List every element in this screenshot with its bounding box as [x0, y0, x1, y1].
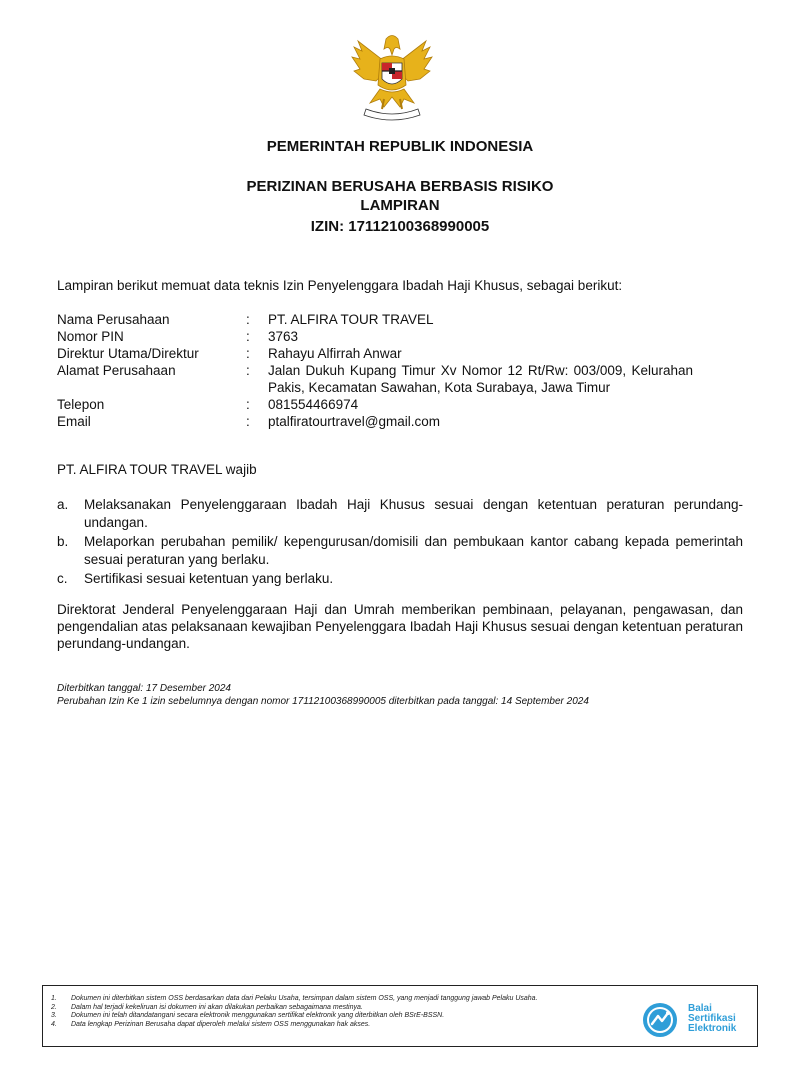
info-separator: : [246, 363, 250, 378]
info-value: Rahayu Alfirrah Anwar [268, 346, 402, 361]
info-value: ptalfiratourtravel@gmail.com [268, 414, 441, 429]
closing-paragraph: Direktorat Jenderal Penyelenggaraan Haji dan Umrah memberikan pembinaan, pelayanan, pengawasan, dan pengendalian atas pelaksanaan kewajiban Penyelenggara Ibadah Haji Khusus sesuai dengan ketentuan peraturan perundang-undangan. [57, 602, 744, 651]
obligation-intro: PT. ALFIRA TOUR TRAVEL wajib [57, 462, 257, 477]
document-title: PERIZINAN BERUSAHA BERBASIS RISIKO [246, 178, 554, 195]
obligation-text: Sertifikasi sesuai ketentuan yang berlaku. [84, 571, 334, 586]
info-value: Jalan Dukuh Kupang Timur Xv Nomor 12 Rt/Rw: 003/009, Kelurahan Pakis, Kecamatan Sawahan, Kota Surabaya, Jawa Timur [268, 363, 693, 395]
footer-disclaimer [42, 985, 758, 1047]
info-label: Email [57, 414, 91, 429]
info-row-address [57, 362, 697, 396]
footer-note-number: 1. [51, 995, 57, 1002]
intro-text: Lampiran berikut memuat data teknis Izin Penyelenggara Ibadah Haji Khusus, sebagai berikut: [57, 278, 623, 293]
info-label: Telepon [57, 397, 105, 412]
info-row-email [57, 413, 697, 430]
info-separator: : [246, 329, 250, 344]
info-value: 3763 [268, 329, 299, 344]
bsre-line: Balai [688, 1003, 712, 1014]
info-label: Alamat Perusahaan [57, 363, 176, 378]
obligation-letter: b. [57, 534, 69, 549]
info-value: PT. ALFIRA TOUR TRAVEL [268, 312, 434, 327]
change-note: Perubahan Izin Ke 1 izin sebelumnya dengan nomor 17112100368990005 diterbitkan pada tanggal: 14 September 2024 [57, 696, 589, 707]
company-info [57, 311, 697, 430]
bsre-wordmark [688, 1004, 736, 1034]
obligation-text: Melaksanakan Penyelenggaraan Ibadah Haji Khusus sesuai dengan ketentuan peraturan perundang-undangan. [84, 497, 743, 530]
garuda-pancasila-emblem-icon [350, 33, 434, 123]
info-separator: : [246, 397, 250, 412]
footer-note [51, 1012, 626, 1021]
info-label: Direktur Utama/Direktur [57, 346, 199, 361]
bsre-line: Sertifikasi [688, 1013, 736, 1024]
info-row-phone [57, 396, 697, 413]
document-subtitle: LAMPIRAN [360, 197, 440, 214]
footer-note [51, 1021, 626, 1030]
footer-note-text: Data lengkap Perizinan Berusaha dapat diperoleh melalui sistem OSS menggunakan hak akses. [71, 1020, 371, 1028]
info-row-company-name [57, 311, 697, 328]
info-row-pin [57, 328, 697, 345]
footer-note-text: Dalam hal terjadi kekeliruan isi dokumen ini akan dilakukan perbaikan sebagaimana mestinya. [71, 1003, 363, 1011]
bsre-logo-icon [641, 1001, 679, 1039]
footer-note [51, 1004, 626, 1013]
footer-note-text: Dokumen ini telah ditandatangani secara elektronik menggunakan sertifikat elektronik yang diterbitkan oleh BSrE-BSSN. [71, 1012, 445, 1020]
government-heading: PEMERINTAH REPUBLIK INDONESIA [266, 138, 534, 155]
info-value: 081554466974 [268, 397, 359, 412]
info-label: Nomor PIN [57, 329, 124, 344]
info-separator: : [246, 346, 250, 361]
footer-notes [51, 995, 626, 1029]
obligation-letter: c. [57, 571, 68, 586]
info-row-director [57, 345, 697, 362]
obligation-letter: a. [57, 497, 69, 512]
bsre-line: Elektronik [688, 1023, 737, 1034]
info-separator: : [246, 312, 250, 327]
obligation-item [57, 570, 743, 588]
obligation-text: Melaporkan perubahan pemilik/ kepengurusan/domisili dan pembukaan kantor cabang kepada pemerintah sesuai peraturan yang berlaku. [84, 534, 743, 567]
info-label: Nama Perusahaan [57, 312, 170, 327]
footer-note-number: 4. [51, 1020, 57, 1028]
footer-note-text: Dokumen ini diterbitkan sistem OSS berdasarkan data dari Pelaku Usaha, tersimpan dalam sistem OSS, yang menjadi tanggung jawab Pelaku Usaha. [71, 995, 538, 1002]
info-separator: : [246, 414, 250, 429]
footer-note [51, 995, 626, 1004]
obligation-item [57, 533, 743, 569]
footer-note-number: 3. [51, 1012, 57, 1020]
obligation-list [57, 496, 743, 589]
permit-number: IZIN: 17112100368990005 [310, 218, 490, 235]
obligation-item [57, 496, 743, 532]
issued-date: Diterbitkan tanggal: 17 Desember 2024 [57, 683, 231, 694]
issuance-info [57, 682, 589, 708]
footer-note-number: 2. [51, 1003, 57, 1011]
